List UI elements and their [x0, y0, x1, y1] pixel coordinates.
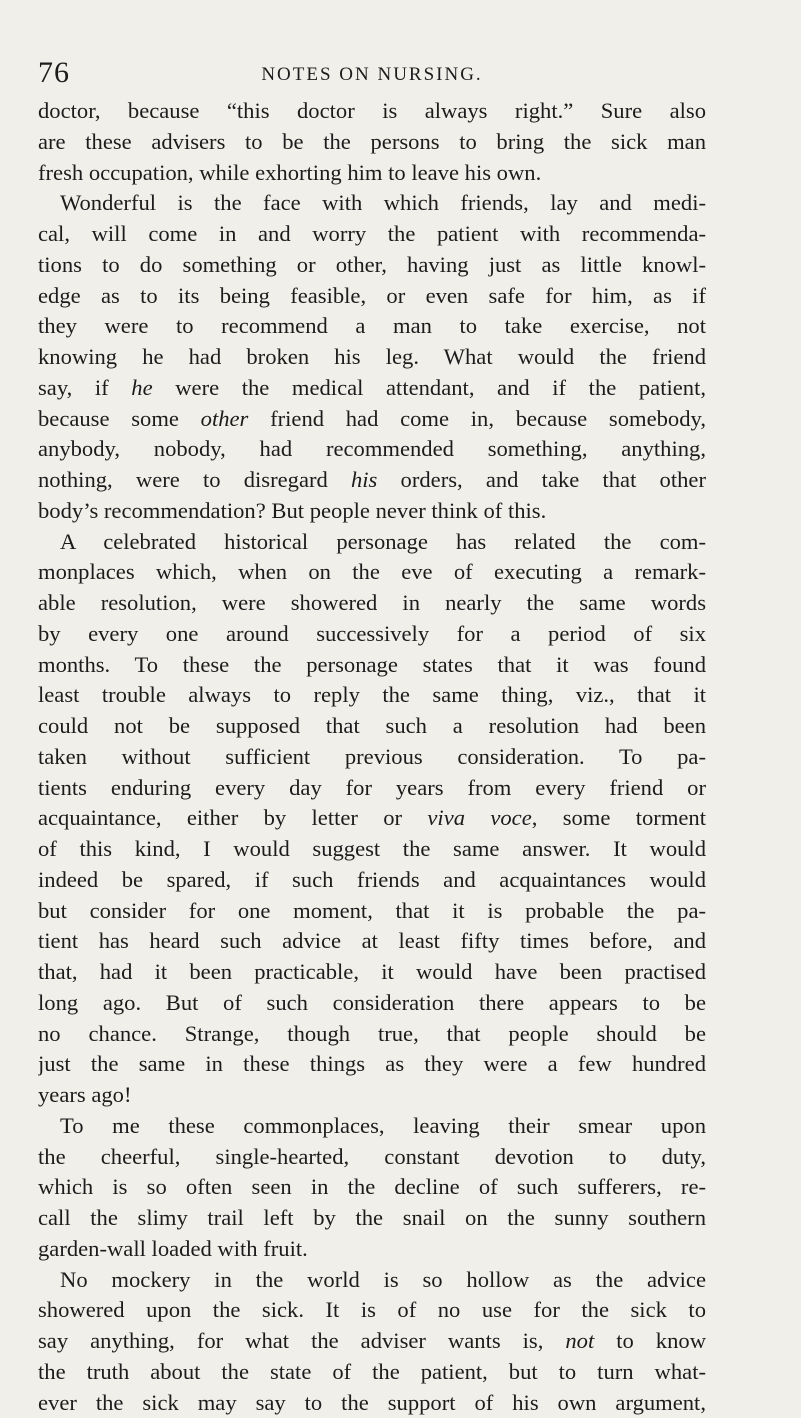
- italic-text: his: [351, 467, 377, 492]
- text-segment: acquaintance, either by letter or: [38, 805, 427, 830]
- text-line: tients enduring every day for years from every friend or: [38, 773, 706, 804]
- text-segment: , some torment: [532, 805, 706, 830]
- text-segment: because some: [38, 406, 201, 431]
- text-line: doctor, because “this doctor is always right.” Sure also: [38, 96, 706, 127]
- text-segment: nothing, were to disregard: [38, 467, 351, 492]
- text-line: which is so often seen in the decline of such sufferers, re-: [38, 1172, 706, 1203]
- text-line: just the same in these things as they were a few hundred: [38, 1049, 706, 1080]
- text-line: edge as to its being feasible, or even safe for him, as if: [38, 281, 706, 312]
- text-line: they were to recommend a man to take exercise, not: [38, 311, 706, 342]
- text-line: [38, 404, 706, 435]
- text-line: To me these commonplaces, leaving their smear upon: [38, 1111, 706, 1142]
- page-number: 76: [38, 56, 70, 90]
- text-segment: orders, and take that other: [377, 467, 706, 492]
- text-line: the truth about the state of the patient, but to turn what-: [38, 1357, 706, 1388]
- text-line: fresh occupation, while exhorting him to leave his own.: [38, 158, 706, 189]
- text-line: by every one around successively for a period of six: [38, 619, 706, 650]
- text-line: tient has heard such advice at least fifty times before, and: [38, 926, 706, 957]
- text-line: A celebrated historical personage has related the com-: [38, 527, 706, 558]
- text-line: the cheerful, single-hearted, constant devotion to duty,: [38, 1142, 706, 1173]
- text-line: but consider for one moment, that it is probable the pa-: [38, 896, 706, 927]
- text-line: no chance. Strange, though true, that people should be: [38, 1019, 706, 1050]
- text-line: monplaces which, when on the eve of executing a remark-: [38, 557, 706, 588]
- text-line: call the slimy trail left by the snail on the sunny southern: [38, 1203, 706, 1234]
- text-segment: say, if: [38, 375, 131, 400]
- text-line: are these advisers to be the persons to bring the sick man: [38, 127, 706, 158]
- text-line: ever the sick may say to the support of his own argument,: [38, 1388, 706, 1418]
- text-line: able resolution, were showered in nearly the same words: [38, 588, 706, 619]
- text-segment: say anything, for what the adviser wants is,: [38, 1328, 565, 1353]
- text-segment: to know: [594, 1328, 706, 1353]
- body-text: [38, 96, 706, 1418]
- page-header: [38, 56, 706, 96]
- text-line: [38, 373, 706, 404]
- text-line: garden-wall loaded with fruit.: [38, 1234, 706, 1265]
- text-line: [38, 803, 706, 834]
- text-line: of this kind, I would suggest the same answer. It would: [38, 834, 706, 865]
- italic-text: other: [201, 406, 249, 431]
- text-line: indeed be spared, if such friends and acquaintances would: [38, 865, 706, 896]
- text-line: showered upon the sick. It is of no use for the sick to: [38, 1295, 706, 1326]
- text-line: No mockery in the world is so hollow as the advice: [38, 1265, 706, 1296]
- italic-text: he: [131, 375, 152, 400]
- running-head: NOTES ON NURSING.: [38, 64, 706, 86]
- text-line: Wonderful is the face with which friends, lay and medi-: [38, 188, 706, 219]
- text-line: cal, will come in and worry the patient with recommenda-: [38, 219, 706, 250]
- text-line: anybody, nobody, had recommended something, anything,: [38, 434, 706, 465]
- text-line: taken without sufficient previous consideration. To pa-: [38, 742, 706, 773]
- text-line: could not be supposed that such a resolution had been: [38, 711, 706, 742]
- text-line: months. To these the personage states that it was found: [38, 650, 706, 681]
- text-segment: were the medical attendant, and if the patient,: [153, 375, 706, 400]
- text-line: body’s recommendation? But people never think of this.: [38, 496, 706, 527]
- text-line: long ago. But of such consideration there appears to be: [38, 988, 706, 1019]
- text-line: least trouble always to reply the same thing, viz., that it: [38, 680, 706, 711]
- text-line: that, had it been practicable, it would have been practised: [38, 957, 706, 988]
- text-line: [38, 1326, 706, 1357]
- text-line: knowing he had broken his leg. What would the friend: [38, 342, 706, 373]
- text-segment: friend had come in, because somebody,: [248, 406, 706, 431]
- italic-text: viva voce: [427, 805, 531, 830]
- text-line: years ago!: [38, 1080, 706, 1111]
- text-line: tions to do something or other, having just as little knowl-: [38, 250, 706, 281]
- italic-text: not: [565, 1328, 594, 1353]
- text-line: [38, 465, 706, 496]
